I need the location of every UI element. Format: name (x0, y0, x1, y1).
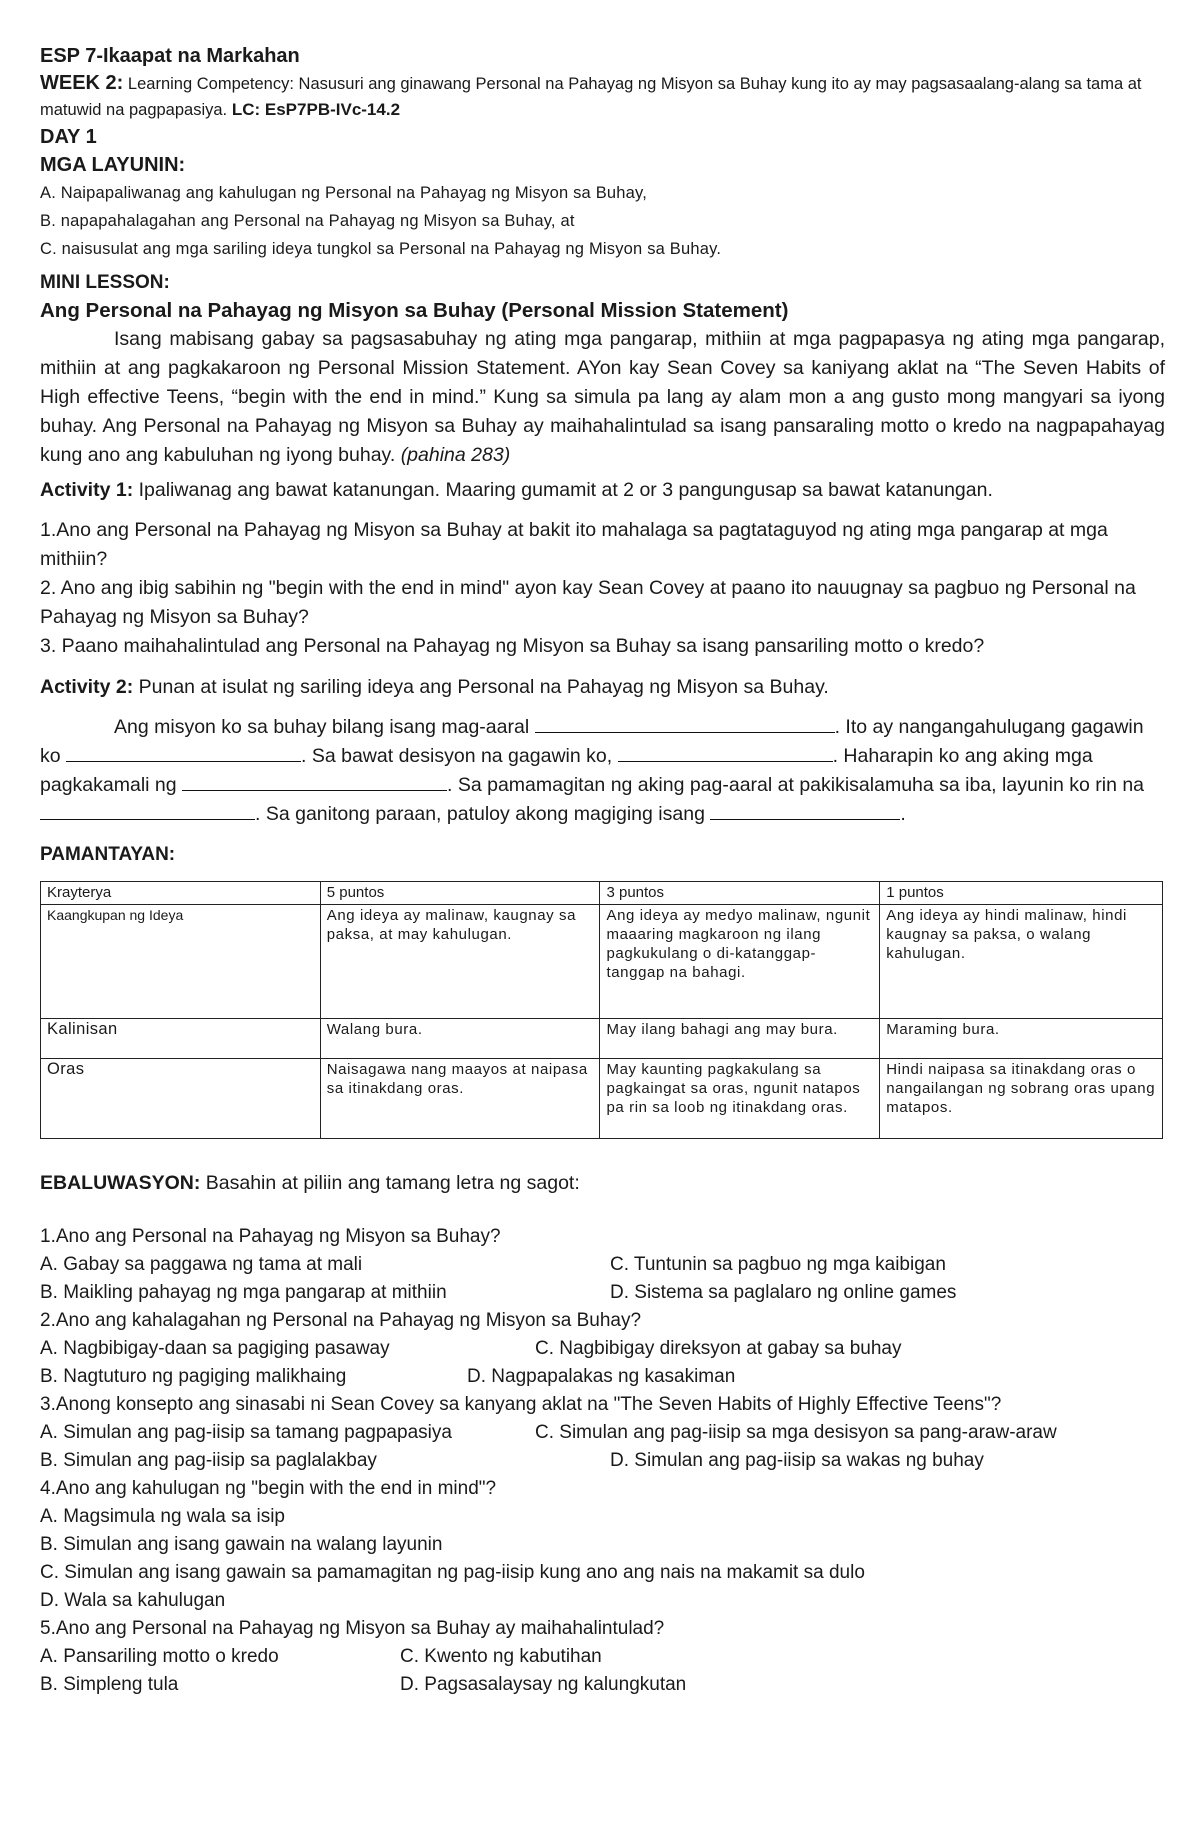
rubric-row (41, 1059, 1163, 1139)
choice-b[interactable]: B. Maikling pahayag ng mga pangarap at mithiin (40, 1282, 447, 1303)
activity2-instruction: Activity 2: Punan at isulat ng sariling ideya ang Personal na Pahayag ng Misyon sa Buhay. (40, 676, 829, 698)
mini-lesson-paragraph (40, 325, 1165, 470)
choice-a[interactable]: A. Magsimula ng wala sa isip (40, 1506, 285, 1527)
col-1-point: 1 puntos (880, 882, 1163, 905)
rating-1: Ang ideya ay hindi malinaw, hindi kaugnay sa paksa, o walang kahulugan. (880, 905, 1163, 1019)
choice-row (40, 1671, 1165, 1699)
choice-c[interactable]: C. Simulan ang pag-iisip sa mga desisyon sa pang-araw-araw (535, 1422, 1057, 1443)
evaluation-label: EBALUWASYON: (40, 1172, 201, 1194)
rating-3: Ang ideya ay medyo malinaw, ngunit maaaring magkaroon ng ilang pagkukulang o di-katanggap-tanggap na bahagi. (600, 905, 880, 1019)
question-5: 5.Ano ang Personal na Pahayag ng Misyon sa Buhay ay maihahalintulad? (40, 1618, 665, 1639)
blank-4[interactable] (182, 774, 447, 791)
choice-row (40, 1447, 1165, 1475)
blank-6[interactable] (710, 803, 900, 820)
choice-d[interactable]: D. Sistema sa paglalaro ng online games (610, 1282, 957, 1303)
choice-d[interactable]: D. Nagpapalakas ng kasakiman (467, 1366, 736, 1387)
choice-b[interactable]: B. Nagtuturo ng pagiging malikhaing (40, 1366, 347, 1387)
col-3-points: 3 puntos (600, 882, 880, 905)
rubric-table (40, 881, 1163, 1139)
rating-1: Maraming bura. (880, 1019, 1163, 1059)
rating-1: Hindi naipasa sa itinakdang oras o nangailangan ng sobrang oras upang matapos. (880, 1059, 1163, 1139)
worksheet-page (40, 42, 1165, 1699)
choice-row (40, 1419, 1165, 1447)
choice-a[interactable]: A. Gabay sa paggawa ng tama at mali (40, 1254, 363, 1275)
choice-a[interactable]: A. Nagbibigay-daan sa pagiging pasaway (40, 1338, 390, 1359)
choice-c[interactable]: C. Kwento ng kabutihan (400, 1646, 602, 1667)
objective-b: B. napapahalagahan ang Personal na Pahayag ng Misyon sa Buhay, at (40, 212, 575, 230)
criterion: Kalinisan (41, 1019, 321, 1059)
objectives-heading: MGA LAYUNIN: (40, 154, 186, 176)
rubric-header-row (41, 882, 1163, 905)
choice-row (40, 1251, 1165, 1279)
rating-5: Naisagawa nang maayos at naipasa sa itinakdang oras. (320, 1059, 600, 1139)
question-3: 3.Anong konsepto ang sinasabi ni Sean Covey sa kanyang aklat na "The Seven Habits of Highly Effective Teens"? (40, 1394, 1002, 1415)
blank-2[interactable] (66, 745, 301, 762)
col-criteria: Krayterya (41, 882, 321, 905)
choice-d[interactable]: D. Wala sa kahulugan (40, 1590, 226, 1611)
document-title: ESP 7-Ikaapat na Markahan (40, 45, 300, 67)
activity1-question-3: 3. Paano maihahalintulad ang Personal na Pahayag ng Misyon sa Buhay sa isang pansariling motto o kredo? (40, 635, 985, 657)
question-4: 4.Ano ang kahulugan ng "begin with the end in mind"? (40, 1478, 497, 1499)
question-1: 1.Ano ang Personal na Pahayag ng Misyon sa Buhay? (40, 1226, 501, 1247)
choice-d[interactable]: D. Pagsasalaysay ng kalungkutan (400, 1674, 687, 1695)
mini-lesson-heading: MINI LESSON: (40, 272, 170, 293)
blank-3[interactable] (618, 745, 833, 762)
choice-b[interactable]: B. Simulan ang isang gawain na walang layunin (40, 1534, 443, 1555)
choice-c[interactable]: C. Tuntunin sa pagbuo ng mga kaibigan (610, 1254, 946, 1275)
criterion: Oras (41, 1059, 321, 1139)
rating-3: May kaunting pagkakulang sa pagkaingat sa oras, ngunit natapos pa rin sa loob ng itinakdang oras. (600, 1059, 880, 1139)
activity1-label: Activity 1: (40, 479, 134, 501)
day-label: DAY 1 (40, 126, 97, 148)
rubric-row (41, 1019, 1163, 1059)
choice-d[interactable]: D. Simulan ang pag-iisip sa wakas ng buhay (610, 1450, 984, 1471)
criterion: Kaangkupan ng Ideya (41, 905, 321, 1019)
choice-c[interactable]: C. Simulan ang isang gawain sa pamamagitan ng pag-iisip kung ano ang nais na makamit sa dulo (40, 1562, 865, 1583)
rating-5: Ang ideya ay malinaw, kaugnay sa paksa, at may kahulugan. (320, 905, 600, 1019)
choice-a[interactable]: A. Pansariling motto o kredo (40, 1646, 279, 1667)
choice-row (40, 1643, 1165, 1671)
choice-b[interactable]: B. Simulan ang pag-iisip sa paglalakbay (40, 1450, 377, 1471)
week-competency (40, 70, 1165, 123)
competency-text: Learning Competency: Nasusuri ang ginawang Personal na Pahayag ng Misyon sa Buhay kung ito ay may pagsasaalang-alang sa tama at matuwid na pagpapasiya. (40, 75, 1142, 119)
choice-c[interactable]: C. Nagbibigay direksyon at gabay sa buhay (535, 1338, 902, 1359)
objective-c: C. naisusulat ang mga sariling ideya tungkol sa Personal na Pahayag ng Misyon sa Buhay. (40, 240, 722, 258)
rubric-heading: PAMANTAYAN: (40, 844, 176, 865)
col-5-points: 5 puntos (320, 882, 600, 905)
choice-row (40, 1279, 1165, 1307)
blank-5[interactable] (40, 803, 255, 820)
evaluation-instruction: EBALUWASYON: Basahin at piliin ang tamang letra ng sagot: (40, 1172, 580, 1194)
rubric-row (41, 905, 1163, 1019)
choice-row (40, 1335, 1165, 1363)
activity1-question-2: 2. Ano ang ibig sabihin ng "begin with the end in mind" ayon kay Sean Covey at paano ito nauugnay sa pagbuo ng Personal na Pahayag ng Misyon sa Buhay? (40, 577, 1136, 628)
choice-a[interactable]: A. Simulan ang pag-iisip sa tamang pagpapasiya (40, 1422, 452, 1443)
page-citation: (pahina 283) (400, 444, 511, 466)
choice-b[interactable]: B. Simpleng tula (40, 1674, 179, 1695)
activity1-instruction: Activity 1: Ipaliwanag ang bawat katanungan. Maaring gumamit at 2 or 3 pangungusap sa bawat katanungan. (40, 479, 993, 501)
lesson-text: Isang mabisang gabay sa pagsasabuhay ng ating mga pangarap, mithiin at mga pagpapasya ng ating mga pangarap, mithiin at ang pagkakaroon ng Personal Mission Statement. AYon kay Sean Covey sa kaniyang aklat na “The Seven Habits of High effective Teens, “begin with the end in mind.” Kung sa simula pa lang ay alam mon a ang gusto mong mangyari sa iyong buhay. Ang Personal na Pahayag ng Misyon sa Buhay ay maihahalintulad sa isang pansaraling motto o kredo na nagpapahayag kung ano ang kabuluhan ng iyong buhay. (40, 328, 1165, 466)
question-2: 2.Ano ang kahalagahan ng Personal na Pahayag ng Misyon sa Buhay? (40, 1310, 642, 1331)
activity1-question-1: 1.Ano ang Personal na Pahayag ng Misyon sa Buhay at bakit ito mahalaga sa pagtataguyod ng ating mga pangarap at mga mithiin? (40, 519, 1108, 570)
rating-3: May ilang bahagi ang may bura. (600, 1019, 880, 1059)
mission-fill-in: Ang misyon ko sa buhay bilang isang mag-aaral . Ito ay nangangahulugang gagawin ko . Sa bawat desisyon na gagawin ko, . Haharapin ko ang aking mga pagkakamali ng . Sa pamamagitan ng aking pag-aaral at pakikisalamuha sa iba, layunin ko rin na . Sa ganitong paraan, patuloy akong magiging isang . (40, 716, 1145, 825)
rating-5: Walang bura. (320, 1019, 600, 1059)
choice-row (40, 1363, 1165, 1391)
week-label: WEEK 2: (40, 72, 124, 94)
lc-code: LC: EsP7PB-IVc-14.2 (227, 100, 401, 119)
blank-1[interactable] (535, 716, 835, 733)
activity2-label: Activity 2: (40, 676, 134, 698)
mini-lesson-title: Ang Personal na Pahayag ng Misyon sa Buhay (Personal Mission Statement) (40, 299, 789, 322)
objective-a: A. Naipapaliwanag ang kahulugan ng Personal na Pahayag ng Misyon sa Buhay, (40, 184, 648, 202)
